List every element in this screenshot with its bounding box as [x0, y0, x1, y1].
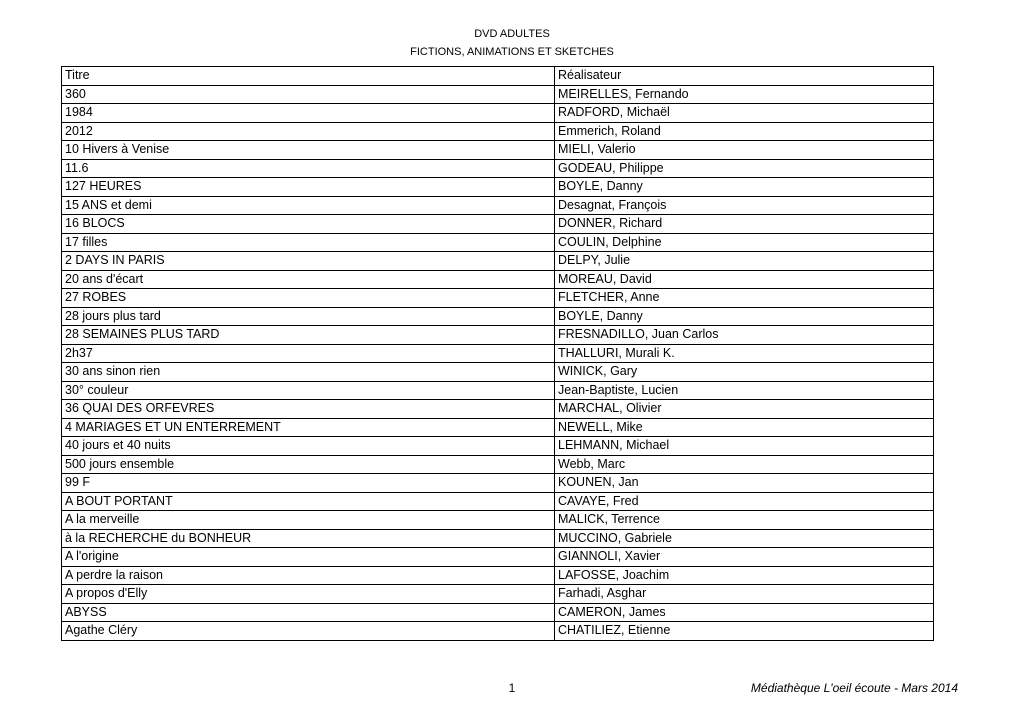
cell-titre: 40 jours et 40 nuits	[62, 437, 555, 456]
cell-titre: 27 ROBES	[62, 289, 555, 308]
cell-titre: 28 SEMAINES PLUS TARD	[62, 326, 555, 345]
cell-titre: 11.6	[62, 159, 555, 178]
page-number: 1	[508, 681, 516, 695]
cell-titre: Agathe Cléry	[62, 622, 555, 641]
cell-titre: ABYSS	[62, 603, 555, 622]
cell-titre: 15 ANS et demi	[62, 196, 555, 215]
table-row	[62, 418, 934, 437]
cell-realisateur: FLETCHER, Anne	[555, 289, 934, 308]
cell-realisateur: BOYLE, Danny	[555, 178, 934, 197]
cell-realisateur: MOREAU, David	[555, 270, 934, 289]
cell-realisateur: MIELI, Valerio	[555, 141, 934, 160]
cell-realisateur: DONNER, Richard	[555, 215, 934, 234]
cell-realisateur: COULIN, Delphine	[555, 233, 934, 252]
table-row	[62, 178, 934, 197]
cell-titre: 20 ans d'écart	[62, 270, 555, 289]
document-subtitle: FICTIONS, ANIMATIONS ET SKETCHES	[410, 46, 614, 58]
table-row	[62, 196, 934, 215]
table-row	[62, 252, 934, 271]
cell-titre: 10 Hivers à Venise	[62, 141, 555, 160]
cell-realisateur: RADFORD, Michaël	[555, 104, 934, 123]
document-title: DVD ADULTES	[474, 28, 550, 40]
cell-realisateur: BOYLE, Danny	[555, 307, 934, 326]
table-row	[62, 233, 934, 252]
cell-realisateur: DELPY, Julie	[555, 252, 934, 271]
cell-realisateur: LAFOSSE, Joachim	[555, 566, 934, 585]
cell-realisateur: GIANNOLI, Xavier	[555, 548, 934, 567]
cell-titre: 2 DAYS IN PARIS	[62, 252, 555, 271]
cell-titre: 1984	[62, 104, 555, 123]
table-row	[62, 548, 934, 567]
table-row	[62, 326, 934, 345]
table-row	[62, 381, 934, 400]
cell-realisateur: CAVAYE, Fred	[555, 492, 934, 511]
table-row	[62, 159, 934, 178]
table-row	[62, 141, 934, 160]
cell-titre: A l'origine	[62, 548, 555, 567]
cell-realisateur: LEHMANN, Michael	[555, 437, 934, 456]
cell-realisateur: NEWELL, Mike	[555, 418, 934, 437]
table-row	[62, 585, 934, 604]
table-row	[62, 437, 934, 456]
table-row	[62, 603, 934, 622]
cell-realisateur: FRESNADILLO, Juan Carlos	[555, 326, 934, 345]
table-row	[62, 344, 934, 363]
cell-titre: 99 F	[62, 474, 555, 493]
table-row	[62, 215, 934, 234]
cell-titre: A propos d'Elly	[62, 585, 555, 604]
cell-titre: 16 BLOCS	[62, 215, 555, 234]
cell-titre: 4 MARIAGES ET UN ENTERREMENT	[62, 418, 555, 437]
cell-titre: A BOUT PORTANT	[62, 492, 555, 511]
cell-titre: A perdre la raison	[62, 566, 555, 585]
table-header-row	[62, 67, 934, 86]
table-row	[62, 85, 934, 104]
column-header-realisateur: Réalisateur	[555, 67, 934, 86]
table-row	[62, 270, 934, 289]
cell-realisateur: WINICK, Gary	[555, 363, 934, 382]
cell-titre: 28 jours plus tard	[62, 307, 555, 326]
dvd-table	[61, 66, 934, 641]
table-row	[62, 400, 934, 419]
cell-realisateur: Webb, Marc	[555, 455, 934, 474]
cell-realisateur: GODEAU, Philippe	[555, 159, 934, 178]
table-row	[62, 363, 934, 382]
column-header-titre: Titre	[62, 67, 555, 86]
cell-titre: A la merveille	[62, 511, 555, 530]
cell-realisateur: MEIRELLES, Fernando	[555, 85, 934, 104]
table-row	[62, 511, 934, 530]
cell-realisateur: Emmerich, Roland	[555, 122, 934, 141]
cell-realisateur: MALICK, Terrence	[555, 511, 934, 530]
table-row	[62, 474, 934, 493]
cell-titre: 17 filles	[62, 233, 555, 252]
cell-titre: 30 ans sinon rien	[62, 363, 555, 382]
table-row	[62, 529, 934, 548]
cell-titre: 360	[62, 85, 555, 104]
cell-titre: à la RECHERCHE du BONHEUR	[62, 529, 555, 548]
table-row	[62, 492, 934, 511]
cell-realisateur: THALLURI, Murali K.	[555, 344, 934, 363]
cell-titre: 36 QUAI DES ORFEVRES	[62, 400, 555, 419]
cell-realisateur: CAMERON, James	[555, 603, 934, 622]
table-row	[62, 289, 934, 308]
cell-realisateur: Desagnat, François	[555, 196, 934, 215]
cell-realisateur: MARCHAL, Olivier	[555, 400, 934, 419]
cell-titre: 127 HEURES	[62, 178, 555, 197]
cell-realisateur: Jean-Baptiste, Lucien	[555, 381, 934, 400]
cell-titre: 2012	[62, 122, 555, 141]
cell-realisateur: MUCCINO, Gabriele	[555, 529, 934, 548]
cell-titre: 30° couleur	[62, 381, 555, 400]
table-row	[62, 455, 934, 474]
table-row	[62, 122, 934, 141]
table-row	[62, 566, 934, 585]
table-row	[62, 307, 934, 326]
table-row	[62, 622, 934, 641]
table-row	[62, 104, 934, 123]
footer-text: Médiathèque L'oeil écoute - Mars 2014	[750, 681, 958, 695]
cell-realisateur: Farhadi, Asghar	[555, 585, 934, 604]
cell-titre: 2h37	[62, 344, 555, 363]
cell-realisateur: KOUNEN, Jan	[555, 474, 934, 493]
cell-realisateur: CHATILIEZ, Etienne	[555, 622, 934, 641]
cell-titre: 500 jours ensemble	[62, 455, 555, 474]
